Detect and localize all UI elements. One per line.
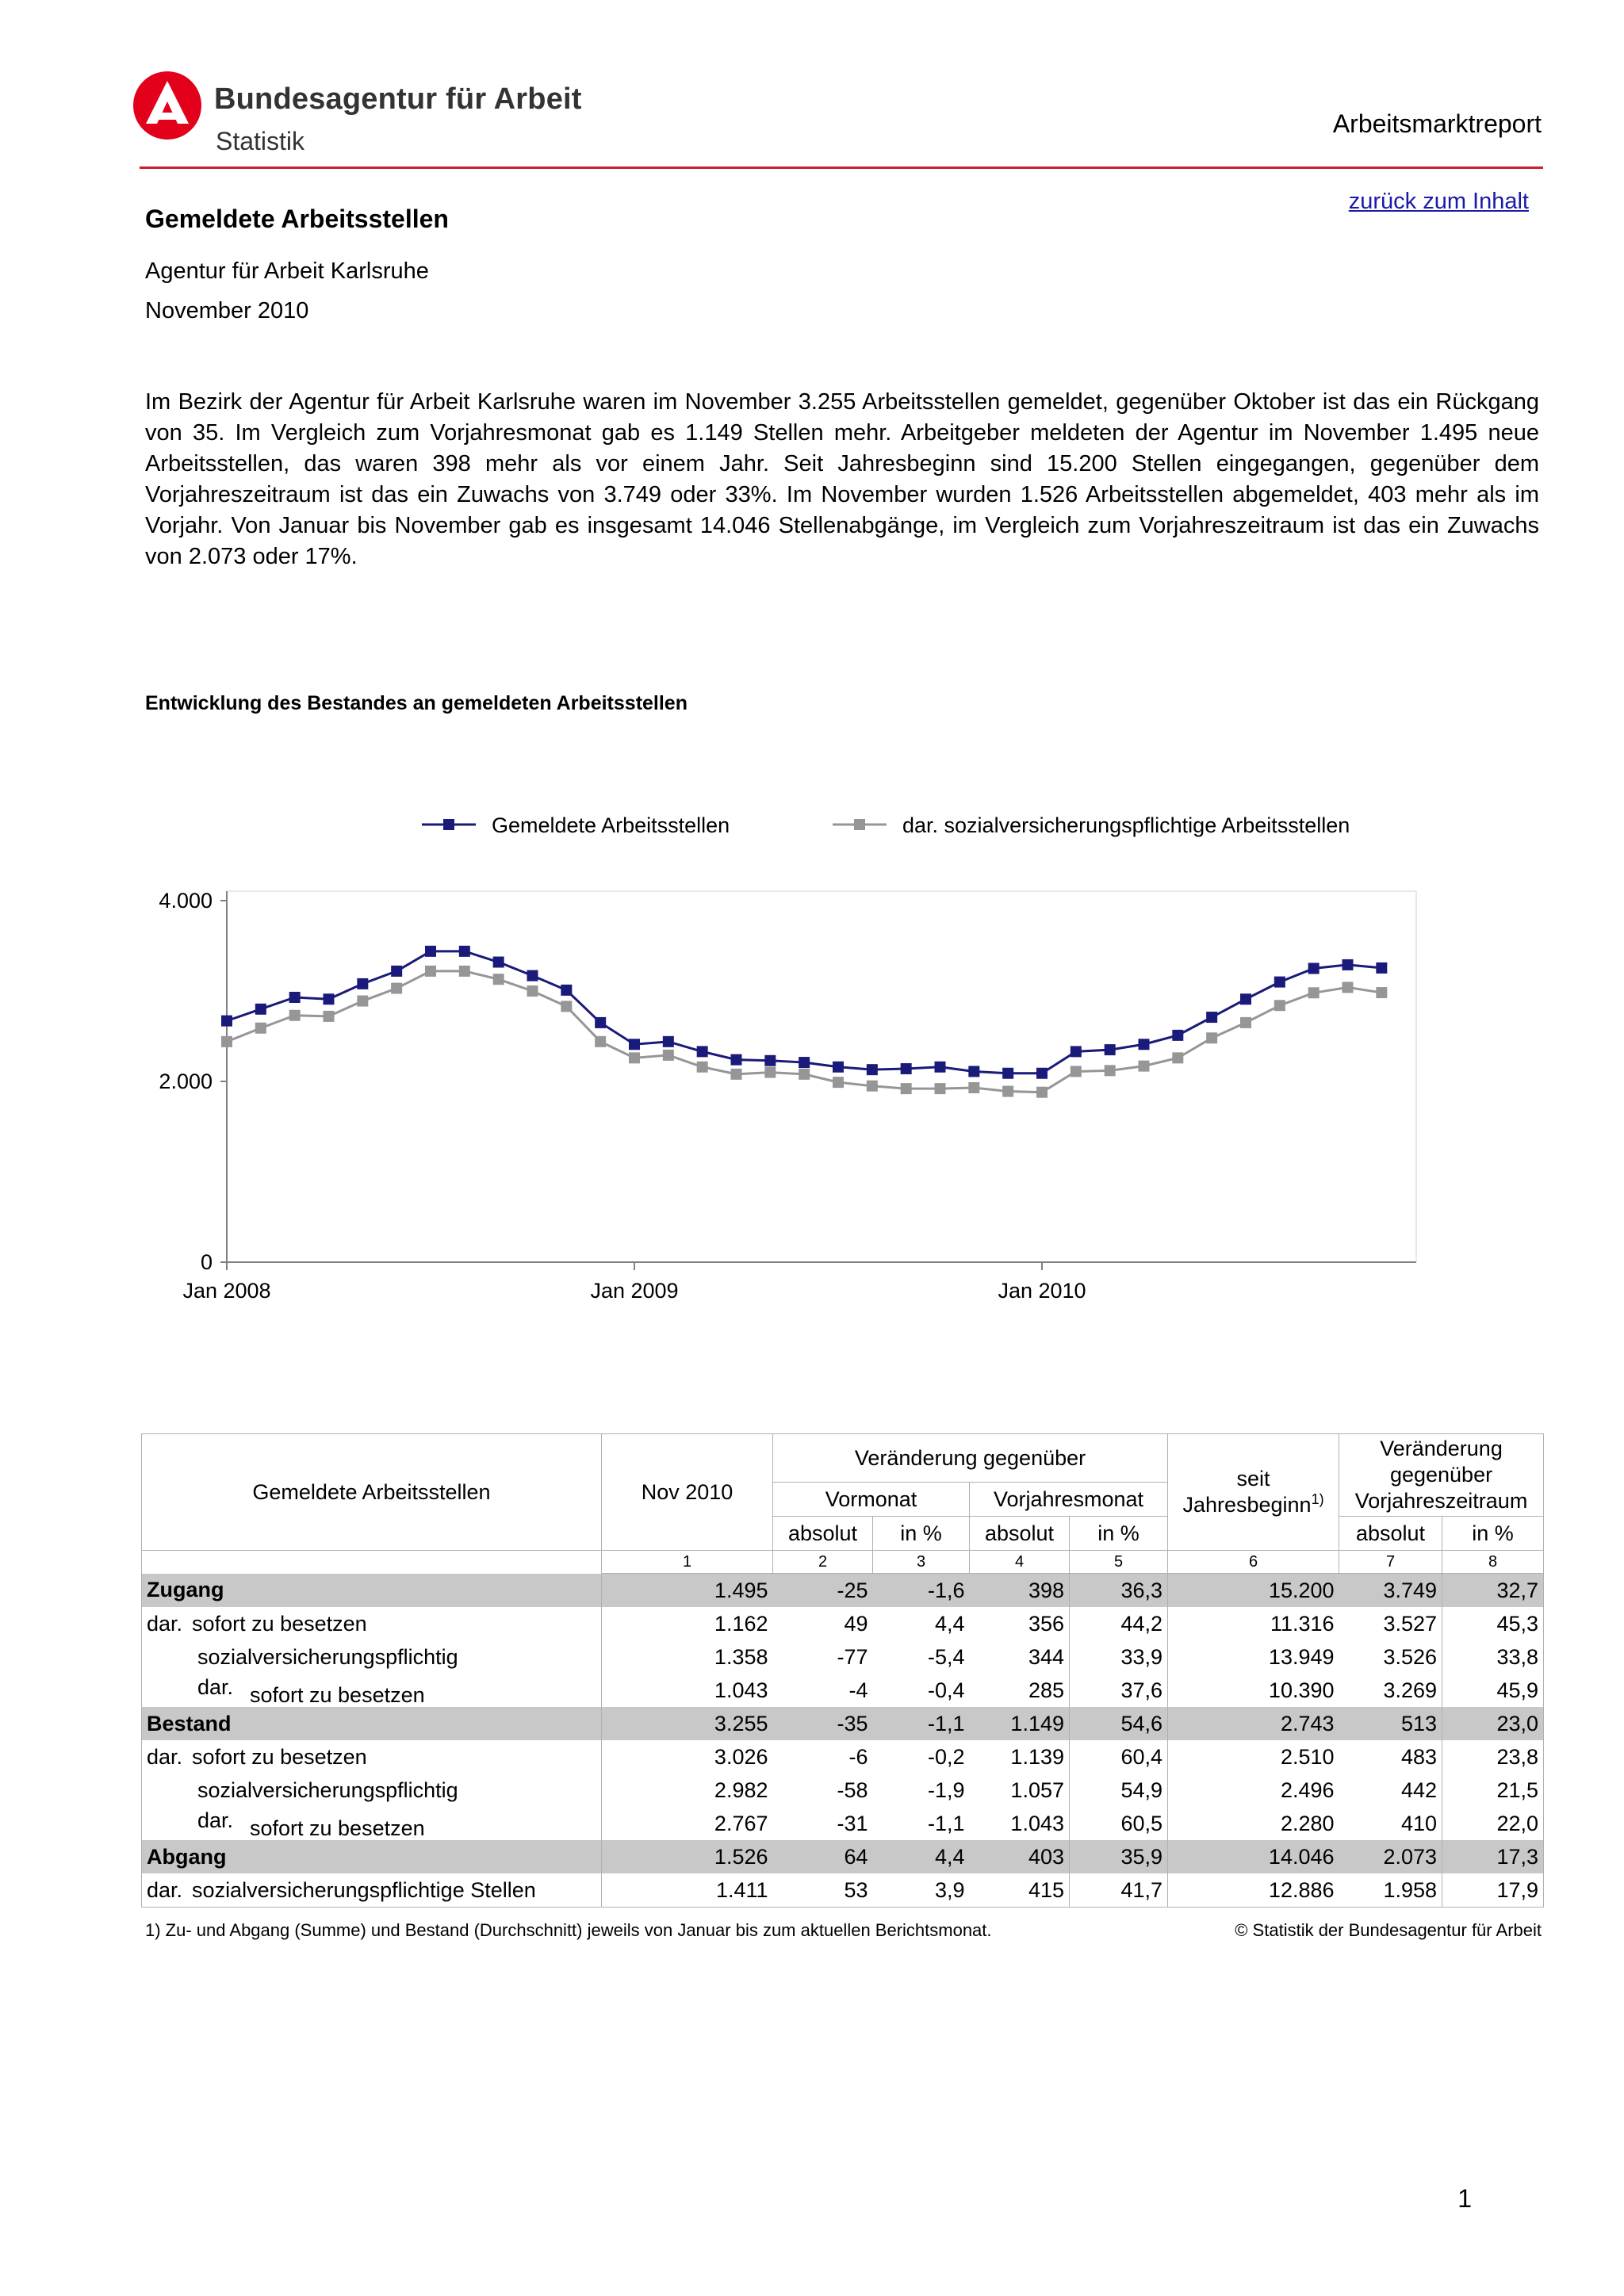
table-cell: 1.358 [602, 1640, 773, 1674]
row-label-cell [142, 1807, 602, 1840]
series-2-point [1206, 1032, 1217, 1043]
series-2-point [629, 1052, 640, 1063]
table-cell: 53 [773, 1873, 873, 1908]
series-1-point [867, 1064, 878, 1075]
series-2-point [255, 1023, 266, 1034]
header-nov: Nov 2010 [602, 1434, 773, 1551]
table-cell: 344 [1028, 1644, 1064, 1669]
table-cell: 2.767 [602, 1807, 773, 1840]
series-1-point [1308, 963, 1320, 974]
chart-legend [422, 813, 1350, 837]
table-cell: 1.526 [602, 1840, 773, 1873]
header-vorjahresmonat: Vorjahresmonat [970, 1483, 1168, 1517]
series-1-point [221, 1016, 232, 1027]
table-cell: 13.949 [1168, 1640, 1339, 1674]
table-cell: 44,2 [1070, 1607, 1168, 1640]
colnum: 8 [1442, 1551, 1544, 1574]
series-2-point [731, 1069, 742, 1080]
series-2-point [1002, 1086, 1013, 1097]
row-label: sozialversicherungspflichtig [142, 1640, 602, 1674]
table-cell: 1.043 [602, 1674, 773, 1707]
table-cell: 49 [844, 1611, 868, 1636]
back-to-contents-link[interactable]: zurück zum Inhalt [1348, 189, 1529, 214]
row-label: sozialversicherungspflichtige Stellen [192, 1877, 536, 1902]
series-1-point [1274, 977, 1285, 988]
header-inpct: in % [873, 1517, 970, 1551]
series-2-point [799, 1069, 810, 1080]
header-veraenderung: Veränderung gegenüber [773, 1434, 1168, 1483]
series-2-point [1071, 1066, 1082, 1077]
series-1-point [391, 966, 402, 977]
header-vorjahreszeitraum: Veränderung gegenüber Vorjahreszeitraum [1339, 1434, 1544, 1517]
chart-series [221, 946, 1387, 1098]
table-cell: 410 [1400, 1811, 1438, 1835]
table-cell: 4,4 [934, 1611, 965, 1636]
series-1-point [1342, 959, 1354, 970]
table-cell: 60,5 [1070, 1807, 1168, 1840]
series-1-point [799, 1057, 810, 1068]
table-cell: 32,7 [1442, 1574, 1544, 1608]
table-row [142, 1674, 1544, 1707]
table-cell: 415 [970, 1873, 1070, 1908]
table-cell: 3.526 [1383, 1644, 1438, 1669]
series-1-point [1105, 1044, 1116, 1055]
table-cell: 4,4 [873, 1840, 970, 1873]
row-label: Abgang [142, 1840, 602, 1873]
series-2-point [391, 983, 402, 994]
table-cell: -31 [837, 1811, 868, 1835]
series-1-point [833, 1062, 844, 1073]
series-1-point [1206, 1012, 1217, 1023]
series-2-point [968, 1082, 979, 1093]
series-1-point [1139, 1039, 1150, 1050]
series-1-point [255, 1004, 266, 1015]
table-cell: -25 [773, 1574, 873, 1608]
series-1-point [697, 1046, 708, 1057]
header-label: Gemeldete Arbeitsstellen [142, 1434, 602, 1551]
series-1-point [901, 1063, 912, 1074]
row-label: sofort zu besetzen [192, 1611, 367, 1636]
table-cell: 3.269 [1383, 1678, 1438, 1702]
table-cell: 1.162 [602, 1607, 773, 1640]
legend-label-series-1: Gemeldete Arbeitsstellen [492, 813, 730, 837]
table-row [142, 1840, 1544, 1873]
header-seit-jahresbeginn: seit Jahresbeginn$^{1)}$ [1168, 1434, 1339, 1551]
series-2-point [1036, 1087, 1048, 1098]
row-label: Bestand [142, 1707, 602, 1740]
dar-prefix: dar. [147, 1744, 183, 1769]
table-row [142, 1574, 1544, 1608]
table-cell: 17,3 [1442, 1840, 1544, 1873]
table-cell: -1,1 [873, 1707, 970, 1740]
brand-subtitle: Statistik [216, 127, 305, 155]
table-cell: 2.073 [1339, 1840, 1442, 1873]
table-cell: 2.280 [1168, 1807, 1339, 1840]
series-2-point [1139, 1061, 1150, 1072]
series-2-point [357, 996, 368, 1007]
table-row [142, 1873, 1544, 1908]
report-period: November 2010 [145, 298, 309, 323]
row-label: sofort zu besetzen [192, 1744, 367, 1769]
row-label: Zugang [142, 1574, 602, 1608]
dar-prefix: dar. [147, 1877, 183, 1902]
row-label-cell [142, 1607, 602, 1640]
brand-name: Bundesagentur für Arbeit [214, 82, 582, 116]
table-cell: 2.496 [1168, 1774, 1339, 1807]
table-cell: 285 [1028, 1678, 1064, 1702]
table-cell: -1,9 [927, 1777, 965, 1802]
table-cell: 36,3 [1070, 1574, 1168, 1608]
page-number: 1 [1457, 2184, 1472, 2213]
table-cell: 2.510 [1168, 1740, 1339, 1774]
copyright: © Statistik der Bundesagentur für Arbeit [1235, 1920, 1542, 1940]
series-1-point [1376, 962, 1387, 974]
table-cell: 14.046 [1168, 1840, 1339, 1873]
table-cell: 1.411 [602, 1873, 773, 1908]
table-cell: 22,0 [1442, 1807, 1544, 1840]
series-1-point [324, 993, 335, 1004]
legend-label-series-2: dar. sozialversicherungspflichtige Arbeitsstellen [902, 813, 1350, 837]
table-cell: 12.886 [1168, 1873, 1339, 1908]
header-vormonat: Vormonat [773, 1483, 970, 1517]
series-2-point [595, 1036, 606, 1047]
series-2-point [289, 1010, 301, 1021]
series-1-point [1172, 1030, 1183, 1041]
row-label: sofort zu besetzen [250, 1816, 425, 1840]
table-cell: 37,6 [1070, 1674, 1168, 1707]
series-2-point [764, 1067, 776, 1078]
table-cell: 3.026 [602, 1740, 773, 1774]
colnum: 2 [773, 1551, 873, 1574]
table-row [142, 1774, 1544, 1807]
chart-title: Entwicklung des Bestandes an gemeldeten Arbeitsstellen [145, 692, 688, 714]
footnote: 1) Zu- und Abgang (Summe) und Bestand (Durchschnitt) jeweils von Januar bis zum aktuellen Berichtsmonat. [145, 1920, 992, 1940]
colnum-empty [142, 1551, 602, 1574]
table-cell: 1.057 [1010, 1777, 1064, 1802]
table-cell: 60,4 [1070, 1740, 1168, 1774]
series-1-point [357, 978, 368, 989]
series-1-point [561, 985, 572, 996]
table-cell: -6 [848, 1744, 868, 1769]
series-2-point [425, 966, 436, 977]
series-1-point [968, 1066, 979, 1077]
table-cell: 15.200 [1168, 1574, 1339, 1608]
table-cell: 3.527 [1383, 1611, 1438, 1636]
series-2-point [1308, 987, 1320, 998]
series-1-point [629, 1039, 640, 1050]
table-cell: 23,8 [1442, 1740, 1544, 1774]
table-cell: -0,4 [927, 1678, 965, 1702]
table-cell: 403 [970, 1840, 1070, 1873]
header-inpct: in % [1442, 1517, 1544, 1551]
series-1-point [731, 1054, 742, 1066]
series-2-point [901, 1083, 912, 1094]
table-cell: 1.495 [602, 1574, 773, 1608]
row-label: sozialversicherungspflichtig [142, 1774, 602, 1807]
series-2-point [1342, 982, 1354, 993]
series-2-point [1240, 1017, 1251, 1028]
table-cell: 35,9 [1070, 1840, 1168, 1873]
table-cell: -1,6 [873, 1574, 970, 1608]
series-2-point [1274, 1000, 1285, 1011]
series-2-point [697, 1062, 708, 1073]
chart-axes [159, 889, 1416, 1303]
ba-logo-icon [133, 71, 201, 140]
table-cell: 10.390 [1168, 1674, 1339, 1707]
table-cell: -77 [837, 1644, 868, 1669]
series-1-point [493, 957, 504, 968]
series-2-point [493, 974, 504, 985]
table-cell: -0,2 [927, 1744, 965, 1769]
series-1-point [1002, 1068, 1013, 1079]
table-cell: 1.958 [1339, 1873, 1442, 1908]
table-row [142, 1607, 1544, 1640]
table-cell: 3.749 [1339, 1574, 1442, 1608]
series-1-point [1071, 1046, 1082, 1057]
dar-prefix: dar. [147, 1611, 183, 1636]
colnum: 4 [970, 1551, 1070, 1574]
table-row [142, 1707, 1544, 1740]
series-1-point [1036, 1068, 1048, 1079]
line-chart [0, 777, 1624, 1316]
series-2-point [221, 1036, 232, 1047]
series-2-point [833, 1077, 844, 1088]
series-2-point [561, 1001, 572, 1012]
series-1-point [764, 1055, 776, 1066]
colnum: 6 [1168, 1551, 1339, 1574]
row-label-cell [142, 1873, 602, 1908]
colnum: 5 [1070, 1551, 1168, 1574]
table-cell: 398 [970, 1574, 1070, 1608]
table-cell: 23,0 [1442, 1707, 1544, 1740]
row-label-cell [142, 1674, 602, 1707]
table-row [142, 1640, 1544, 1674]
colnum: 7 [1339, 1551, 1442, 1574]
series-2-point [867, 1081, 878, 1092]
dar-prefix: dar. [197, 1808, 234, 1832]
x-tick-label: Jan 2009 [590, 1279, 679, 1303]
colnum: 1 [602, 1551, 773, 1574]
series-1-point [935, 1062, 946, 1073]
table-row [142, 1807, 1544, 1840]
header-inpct: in % [1070, 1517, 1168, 1551]
legend-marker-series-2 [854, 819, 865, 830]
legend-marker-series-1 [443, 819, 454, 830]
series-2-point [1376, 987, 1387, 998]
series-1-point [1240, 993, 1251, 1004]
table-cell: -4 [848, 1678, 868, 1702]
table-cell: 45,3 [1442, 1607, 1544, 1640]
x-tick-label: Jan 2010 [998, 1279, 1086, 1303]
row-label: sofort zu besetzen [250, 1682, 425, 1707]
series-1-point [595, 1017, 606, 1028]
series-2-point [663, 1050, 674, 1061]
series-1-point [663, 1036, 674, 1047]
statistics-table [141, 1433, 1543, 1908]
table-cell: 483 [1400, 1744, 1438, 1769]
series-1-point [527, 970, 538, 982]
table-cell: 54,6 [1070, 1707, 1168, 1740]
series-1-point [425, 946, 436, 957]
agency-name: Agentur für Arbeit Karlsruhe [145, 258, 429, 284]
header-absolut: absolut [773, 1517, 873, 1551]
table-cell: 356 [1028, 1611, 1064, 1636]
table-cell: 33,8 [1442, 1640, 1544, 1674]
table-cell: 64 [773, 1840, 873, 1873]
table-cell: 1.149 [970, 1707, 1070, 1740]
table-cell: 17,9 [1442, 1873, 1544, 1908]
table-cell: 442 [1400, 1777, 1438, 1802]
table-cell: -1,1 [927, 1811, 965, 1835]
table-cell: 41,7 [1070, 1873, 1168, 1908]
header-absolut: absolut [970, 1517, 1070, 1551]
table-cell: 1.139 [1010, 1744, 1064, 1769]
intro-paragraph: Im Bezirk der Agentur für Arbeit Karlsruhe waren im November 3.255 Arbeitsstellen gemeldet, gegenüber Oktober ist das ein Rückgang von 35. Im Vergleich zum Vorjahresmonat gab es 1.149 Stellen mehr. Arbeitgeber meldeten der Agentur im November 1.495 neue Arbeitsstellen, das waren 398 mehr als vor einem Jahr. Seit Jahresbeginn sind 15.200 Stellen eingegangen, gegenüber dem Vorjahreszeitraum ist das ein Zuwachs von 3.749 oder 33%. Im November wurden 1.526 Arbeitsstellen abgemeldet, 403 mehr als im Vorjahr. Von Januar bis November gab es insgesamt 14.046 Stellenabgänge, im Vergleich zum Vorjahreszeitraum ist das ein Zuwachs von 2.073 oder 17%. [145, 389, 1539, 569]
header-divider [140, 166, 1543, 169]
series-2-point [935, 1083, 946, 1094]
series-1-point [289, 992, 301, 1003]
table-cell: 21,5 [1442, 1774, 1544, 1807]
colnum: 3 [873, 1551, 970, 1574]
table-cell: 11.316 [1168, 1607, 1339, 1640]
page-title: Gemeldete Arbeitsstellen [145, 205, 449, 233]
series-2-point [324, 1011, 335, 1022]
table-row [142, 1740, 1544, 1774]
y-tick-label: 2.000 [159, 1070, 213, 1093]
series-2-point [459, 966, 470, 977]
series-1-point [459, 946, 470, 957]
table-cell: 54,9 [1070, 1774, 1168, 1807]
series-2-point [1172, 1052, 1183, 1063]
table-cell: -58 [837, 1777, 868, 1802]
report-name: Arbeitsmarktreport [1332, 109, 1542, 138]
series-2-point [527, 985, 538, 997]
table-cell: -35 [773, 1707, 873, 1740]
row-label-cell [142, 1740, 602, 1774]
table-cell: 2.982 [602, 1774, 773, 1807]
table-cell: 513 [1339, 1707, 1442, 1740]
table-cell: 3,9 [873, 1873, 970, 1908]
y-tick-label: 4.000 [159, 889, 213, 913]
table-cell: 1.043 [1010, 1811, 1064, 1835]
x-tick-label: Jan 2008 [182, 1279, 271, 1303]
series-2-point [1105, 1065, 1116, 1076]
table-cell: 45,9 [1442, 1674, 1544, 1707]
table-cell: 2.743 [1168, 1707, 1339, 1740]
table-cell: 3.255 [602, 1707, 773, 1740]
table-cell: 33,9 [1070, 1640, 1168, 1674]
dar-prefix: dar. [197, 1675, 234, 1699]
header-absolut: absolut [1339, 1517, 1442, 1551]
table-cell: -5,4 [927, 1644, 965, 1669]
y-tick-label: 0 [200, 1250, 213, 1274]
